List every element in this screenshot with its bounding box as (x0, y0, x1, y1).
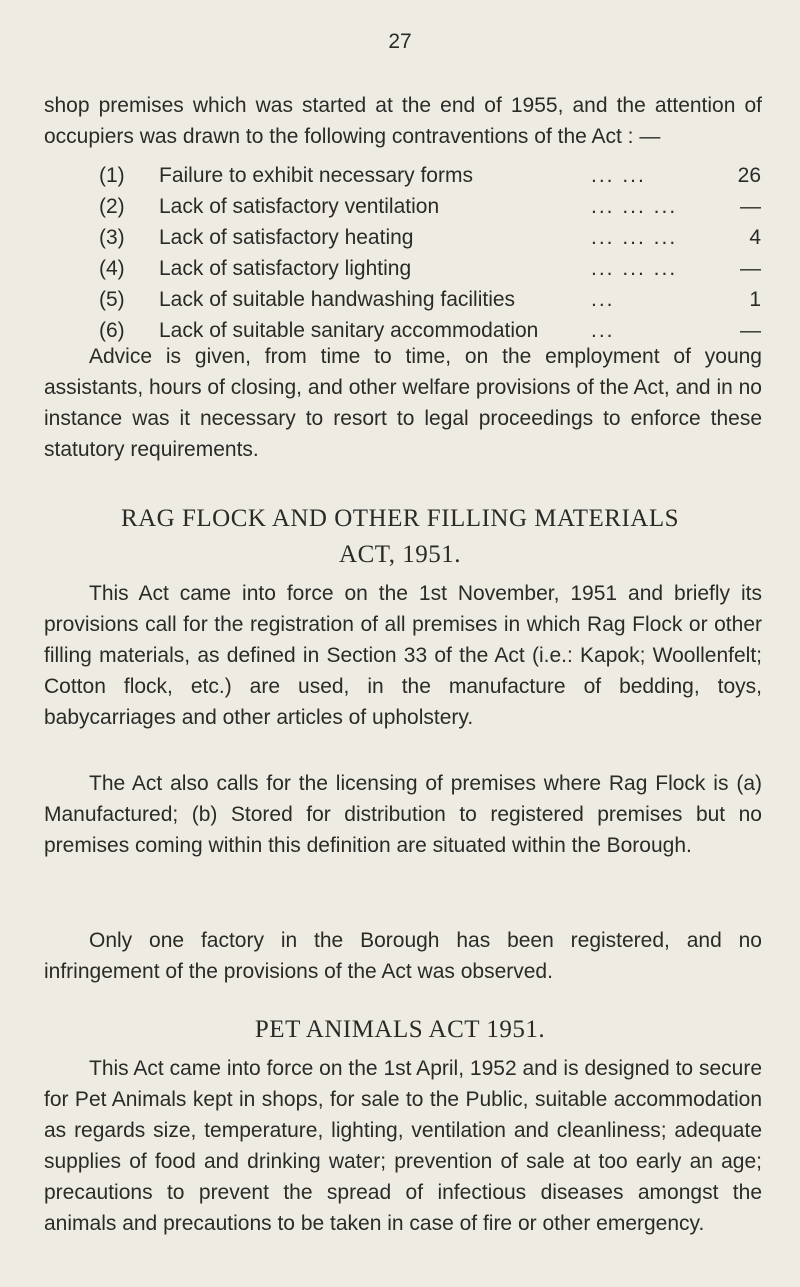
leader-dots: ... ... ... (591, 226, 678, 249)
intro-paragraph: shop premises which was started at the end of 1955, and the attention of occupiers was drawn to the following contraventions of the Act : — (44, 94, 762, 148)
pet-animals-heading: PET ANIMALS ACT 1951. (254, 1016, 546, 1043)
list-item (99, 222, 761, 253)
rag-flock-paragraph-1: This Act came into force on the 1st November, 1951 and briefly its provisions call for the registration of all premises in which Rag Flock or other filling materials, as defined in Section 33 of the Act (i.e.: Kapok; Woollenfelt; Cotton flock, etc.) are used, in the manufacture of bedding, toys, babycarriages and other articles of upholstery. (44, 582, 762, 729)
intro-paragraph-block (44, 90, 762, 152)
list-item-text: Lack of suitable sanitary accommodation (159, 319, 539, 342)
advice-paragraph: Advice is given, from time to time, on the employment of young assistants, hours of closing, and other welfare provisions of the Act, and in no instance was it necessary to resort to legal proceedings to enforce these statutory requirements. (44, 345, 762, 461)
list-item (99, 284, 761, 315)
rag-flock-heading-line1: RAG FLOCK AND OTHER FILLING MATERIALS (120, 505, 680, 532)
list-item-number: (5) (99, 288, 125, 311)
page-number: 27 (388, 30, 412, 53)
list-item-text: Failure to exhibit necessary forms (159, 164, 473, 187)
list-item-text: Lack of suitable handwashing facilities (159, 288, 516, 311)
rag-flock-paragraph-3-block (44, 925, 762, 987)
list-item-number: (2) (99, 195, 125, 218)
leader-dots: ... ... ... (591, 195, 678, 218)
list-item-value: 26 (737, 164, 761, 187)
list-item-number: (4) (99, 257, 125, 280)
leader-dots: ... (591, 319, 615, 342)
list-item-value: 1 (749, 288, 761, 311)
rag-flock-heading-line2: ACT, 1951. (339, 541, 461, 568)
list-item-text: Lack of satisfactory ventilation (159, 195, 440, 218)
leader-dots: ... ... ... (591, 257, 678, 280)
list-item-value: 4 (749, 226, 761, 249)
rag-flock-paragraph-1-block (44, 578, 762, 733)
rag-flock-paragraph-2: The Act also calls for the licensing of premises where Rag Flock is (a) Manufactured; (b) Stored for distribution to registered premises but no premises coming within this definition are situated within the Borough. (44, 772, 762, 857)
pet-animals-paragraph: This Act came into force on the 1st April, 1952 and is designed to secure for Pet Animals kept in shops, for sale to the Public, suitable accommodation as regards size, temperature, lighting, ventilation and cleanliness; adequate supplies of food and drinking water; prevention of sale at too early an age; precautions to prevent the spread of infectious diseases amongst the animals and precautions to be taken in case of fire or other emergency. (44, 1057, 762, 1235)
list-item-number: (1) (99, 164, 125, 187)
list-item-value: — (740, 257, 761, 280)
list-item-value: — (740, 319, 761, 342)
list-item (99, 160, 761, 191)
list-item-number: (6) (99, 319, 125, 342)
list-item-number: (3) (99, 226, 125, 249)
list-item (99, 253, 761, 284)
contraventions-list (99, 160, 761, 346)
leader-dots: ... (591, 288, 615, 311)
pet-animals-paragraph-block (44, 1053, 762, 1239)
list-item-text: Lack of satisfactory heating (159, 226, 414, 249)
list-item-text: Lack of satisfactory lighting (159, 257, 412, 280)
list-item (99, 191, 761, 222)
leader-dots: ... ... (591, 164, 646, 187)
list-item-value: — (740, 195, 761, 218)
rag-flock-paragraph-2-block (44, 768, 762, 861)
advice-paragraph-block (44, 341, 762, 465)
rag-flock-paragraph-3: Only one factory in the Borough has been registered, and no infringement of the provisions of the Act was observed. (44, 929, 762, 983)
